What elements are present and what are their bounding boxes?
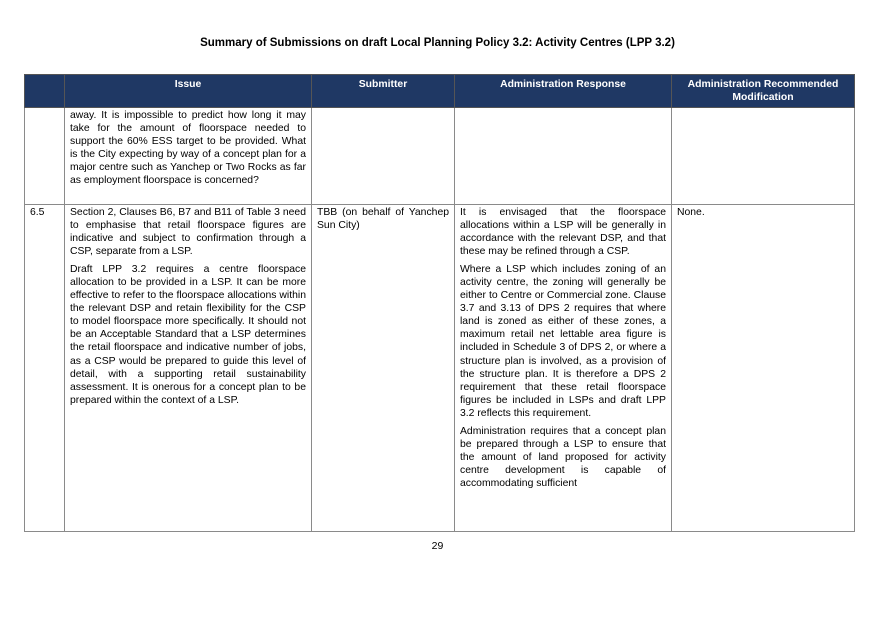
issue-paragraph: Section 2, Clauses B6, B7 and B11 of Table 3 need to emphasise that retail floorspace figures are indicative and subject to confirmation through a CSP, separate from a LSP. xyxy=(70,207,306,258)
header-submitter: Submitter xyxy=(312,75,455,108)
table-row-continuation xyxy=(25,108,855,205)
header-recommended-modification: Administration Recommended Modification xyxy=(672,75,855,108)
response-paragraph: It is envisaged that the floorspace allocations within a LSP will be generally in accordance with the relevant DSP, and that these may be refined through a CSP. xyxy=(460,207,666,258)
table-row-6-5 xyxy=(25,205,855,532)
response-cell xyxy=(455,205,672,532)
document-title: Summary of Submissions on draft Local Planning Policy 3.2: Activity Centres (LPP 3.2) xyxy=(200,37,675,49)
modification-cell xyxy=(672,108,855,205)
header-issue: Issue xyxy=(65,75,312,108)
issue-paragraph: Draft LPP 3.2 requires a centre floorspace allocation to be provided in a LSP. It can be more effective to refer to the floorspace allocations within the relevant DSP and retain flexibility for the CSP to model floorspace more specifically. It should not be an Acceptable Standard that a LSP determines the retail floorspace and indicative number of jobs, as a CSP would be prepared to guide this level of detail, with a supporting retail sustainability assessment. It is onerous for a concept plan to be prepared within the context of a LSP. xyxy=(70,264,306,406)
table-header-row xyxy=(25,75,855,108)
header-number xyxy=(25,75,65,108)
issue-cell xyxy=(65,205,312,532)
page-number: 29 xyxy=(431,540,444,552)
issue-cell: away. It is impossible to predict how long it may take for the amount of floorspace needed to support the 60% ESS target to be provided. What is the City expecting by way of a concept plan for a major centre such as Yanchep or Two Rocks as far as employment floorspace is concerned? xyxy=(65,108,312,205)
submitter-cell: TBB (on behalf of Yanchep Sun City) xyxy=(312,205,455,532)
row-number-cell: 6.5 xyxy=(25,205,65,532)
response-paragraph: Administration requires that a concept plan be prepared through a LSP to ensure that the amount of land proposed for activity centre development is capable of accommodating sufficient xyxy=(460,425,666,489)
row-number-cell xyxy=(25,108,65,205)
response-paragraph: Where a LSP which includes zoning of an activity centre, the zoning will generally be either to Centre or Commercial zone. Clause 3.7 and 3.13 of DPS 2 requires that where land is zoned as either of these zones, a maximum retail net lettable area figure is included in Schedule 3 of DPS 2, or where a structure plan is involved, as a provision of the structure plan. It is therefore a DPS 2 requirement that these retail floorspace figures be included in LSPs and draft LPP 3.2 reflects this requirement. xyxy=(460,264,666,419)
submissions-table xyxy=(24,74,855,532)
submitter-cell xyxy=(312,108,455,205)
response-cell xyxy=(455,108,672,205)
header-administration-response: Administration Response xyxy=(455,75,672,108)
modification-cell: None. xyxy=(672,205,855,532)
